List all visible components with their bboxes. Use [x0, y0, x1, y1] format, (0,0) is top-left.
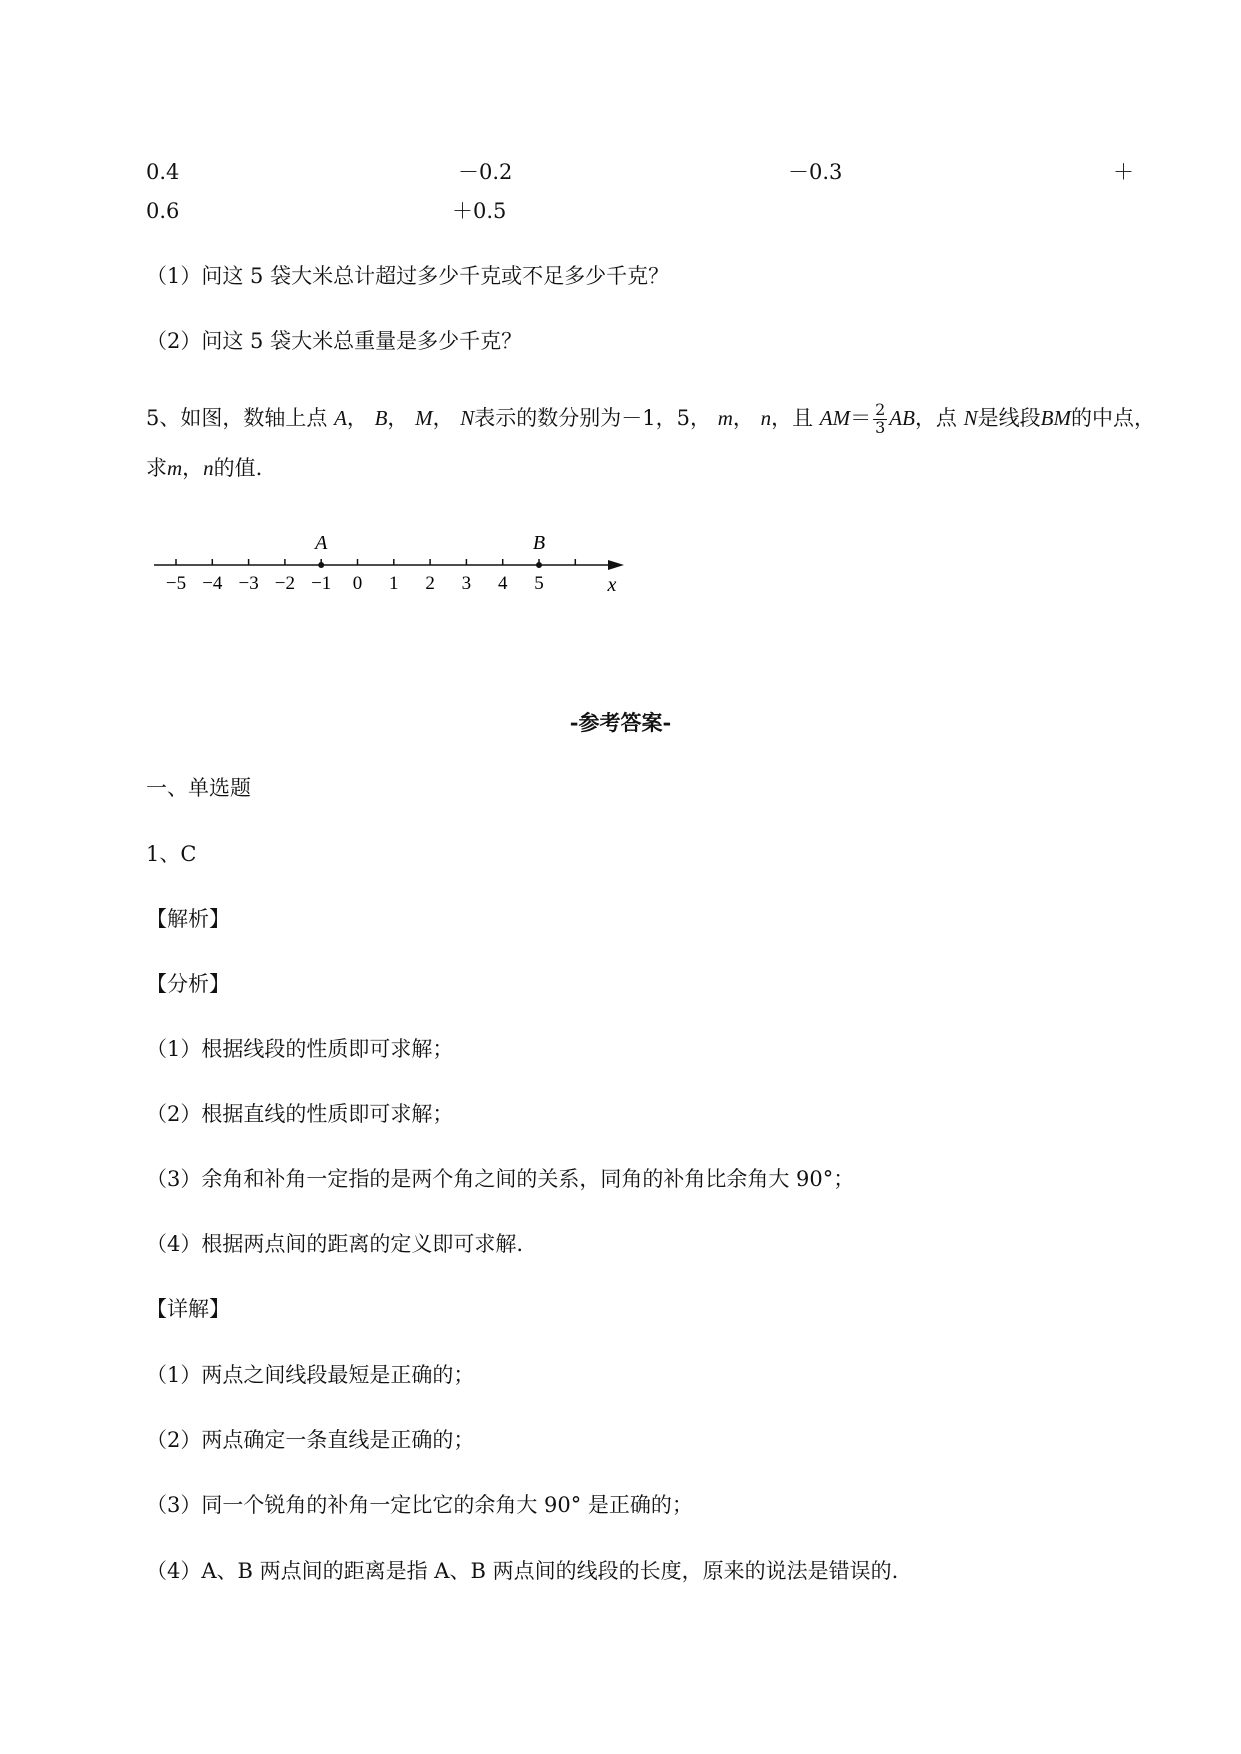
- axis-label-x: x: [607, 574, 617, 596]
- analysis-2: （2）根据直线的性质即可求解；: [146, 1102, 454, 1126]
- section-heading: 一、单选题: [146, 776, 251, 800]
- fenxi-heading: 【分析】: [146, 972, 230, 996]
- q5-line2: [146, 458, 262, 479]
- value-r2c2: ＋0.5: [452, 199, 507, 223]
- q5-var-AB: AB: [889, 405, 915, 430]
- detail-2: （2）两点确定一条直线是正确的；: [146, 1428, 475, 1452]
- q5-text: 求: [146, 456, 167, 480]
- fraction-two-thirds: [873, 402, 887, 437]
- q5-text: 表示的数分别为－1，5，: [474, 405, 712, 430]
- analysis-3: （3）余角和补角一定指的是两个角之间的关系，同角的补角比余角大 90°；: [146, 1167, 855, 1191]
- q5-var-B: B: [374, 405, 388, 430]
- q5-text: 的中点，: [1070, 405, 1155, 430]
- q4-sub2: （2）问这 5 袋大米总重量是多少千克？: [146, 329, 523, 353]
- tick-label: −5: [165, 573, 187, 594]
- value-r1c4: ＋: [1113, 160, 1134, 184]
- tick-label: 1: [389, 573, 399, 594]
- q5-text: ，: [387, 405, 409, 430]
- q5-text: ＝: [850, 405, 872, 430]
- q5-text: 是线段: [977, 405, 1041, 430]
- point-A-dot: [318, 562, 324, 568]
- q5-text: 5、如图，数轴上点: [146, 405, 328, 430]
- q5-text: ，: [182, 456, 204, 480]
- answers-title: -参考答案-: [569, 710, 672, 735]
- q5-var-m: m: [167, 456, 183, 480]
- q5-var-N: N: [963, 405, 978, 430]
- q5-line1: [146, 402, 1155, 437]
- point-A-label: A: [315, 532, 328, 554]
- q5-var-n: n: [760, 405, 772, 430]
- tick-label: −1: [311, 573, 332, 594]
- q5-text: ，且: [771, 405, 814, 430]
- fraction-denominator: 3: [875, 417, 886, 437]
- tick-label: 3: [461, 573, 472, 594]
- q5-text: ，: [732, 405, 754, 430]
- value-r1c3: －0.3: [788, 160, 843, 184]
- tick-label: −4: [202, 573, 223, 594]
- value-r1c1: 0.4: [146, 160, 180, 184]
- q5-var-m: m: [717, 405, 733, 430]
- tick-label: 0: [352, 573, 363, 594]
- q5-var-BM: BM: [1040, 405, 1071, 430]
- q5-var-M: M: [415, 405, 433, 430]
- tick-label: 2: [425, 573, 435, 594]
- tick-label: −3: [238, 573, 259, 594]
- tick-label: 4: [497, 573, 508, 594]
- point-B-dot: [536, 562, 542, 568]
- value-r1c2: －0.2: [458, 160, 513, 184]
- q5-text: ，: [432, 405, 454, 430]
- q5-var-N: N: [460, 405, 475, 430]
- detail-1: （1）两点之间线段最短是正确的；: [146, 1363, 475, 1387]
- detail-4: （4）A、B 两点间的距离是指 A、B 两点间的线段的长度，原来的说法是错误的.: [146, 1559, 899, 1583]
- q4-sub1: （1）问这 5 袋大米总计超过多少千克或不足多少千克？: [146, 264, 670, 288]
- q5-var-n: n: [203, 456, 214, 480]
- xiangjie-heading: 【详解】: [146, 1297, 230, 1321]
- analysis-4: （4）根据两点间的距离的定义即可求解.: [146, 1232, 524, 1256]
- detail-3: （3）同一个锐角的补角一定比它的余角大 90° 是正确的；: [146, 1493, 693, 1517]
- jiexi-heading: 【解析】: [146, 907, 230, 931]
- q5-var-AM: AM: [819, 405, 851, 430]
- answer-item-1: 1、C: [146, 842, 197, 866]
- analysis-1: （1）根据线段的性质即可求解；: [146, 1037, 454, 1061]
- tick-label: −2: [274, 573, 296, 594]
- value-r2c1: 0.6: [146, 199, 180, 223]
- q5-text: ，: [346, 405, 368, 430]
- fraction-numerator: 2: [875, 400, 886, 419]
- q5-text: 的值.: [213, 456, 263, 480]
- axis-arrow-icon: [608, 560, 624, 570]
- tick-label: 5: [534, 573, 544, 594]
- q5-var-A: A: [334, 405, 347, 430]
- point-B-label: B: [532, 532, 546, 554]
- number-line-figure: [140, 525, 630, 600]
- q5-text: ，点: [914, 405, 957, 430]
